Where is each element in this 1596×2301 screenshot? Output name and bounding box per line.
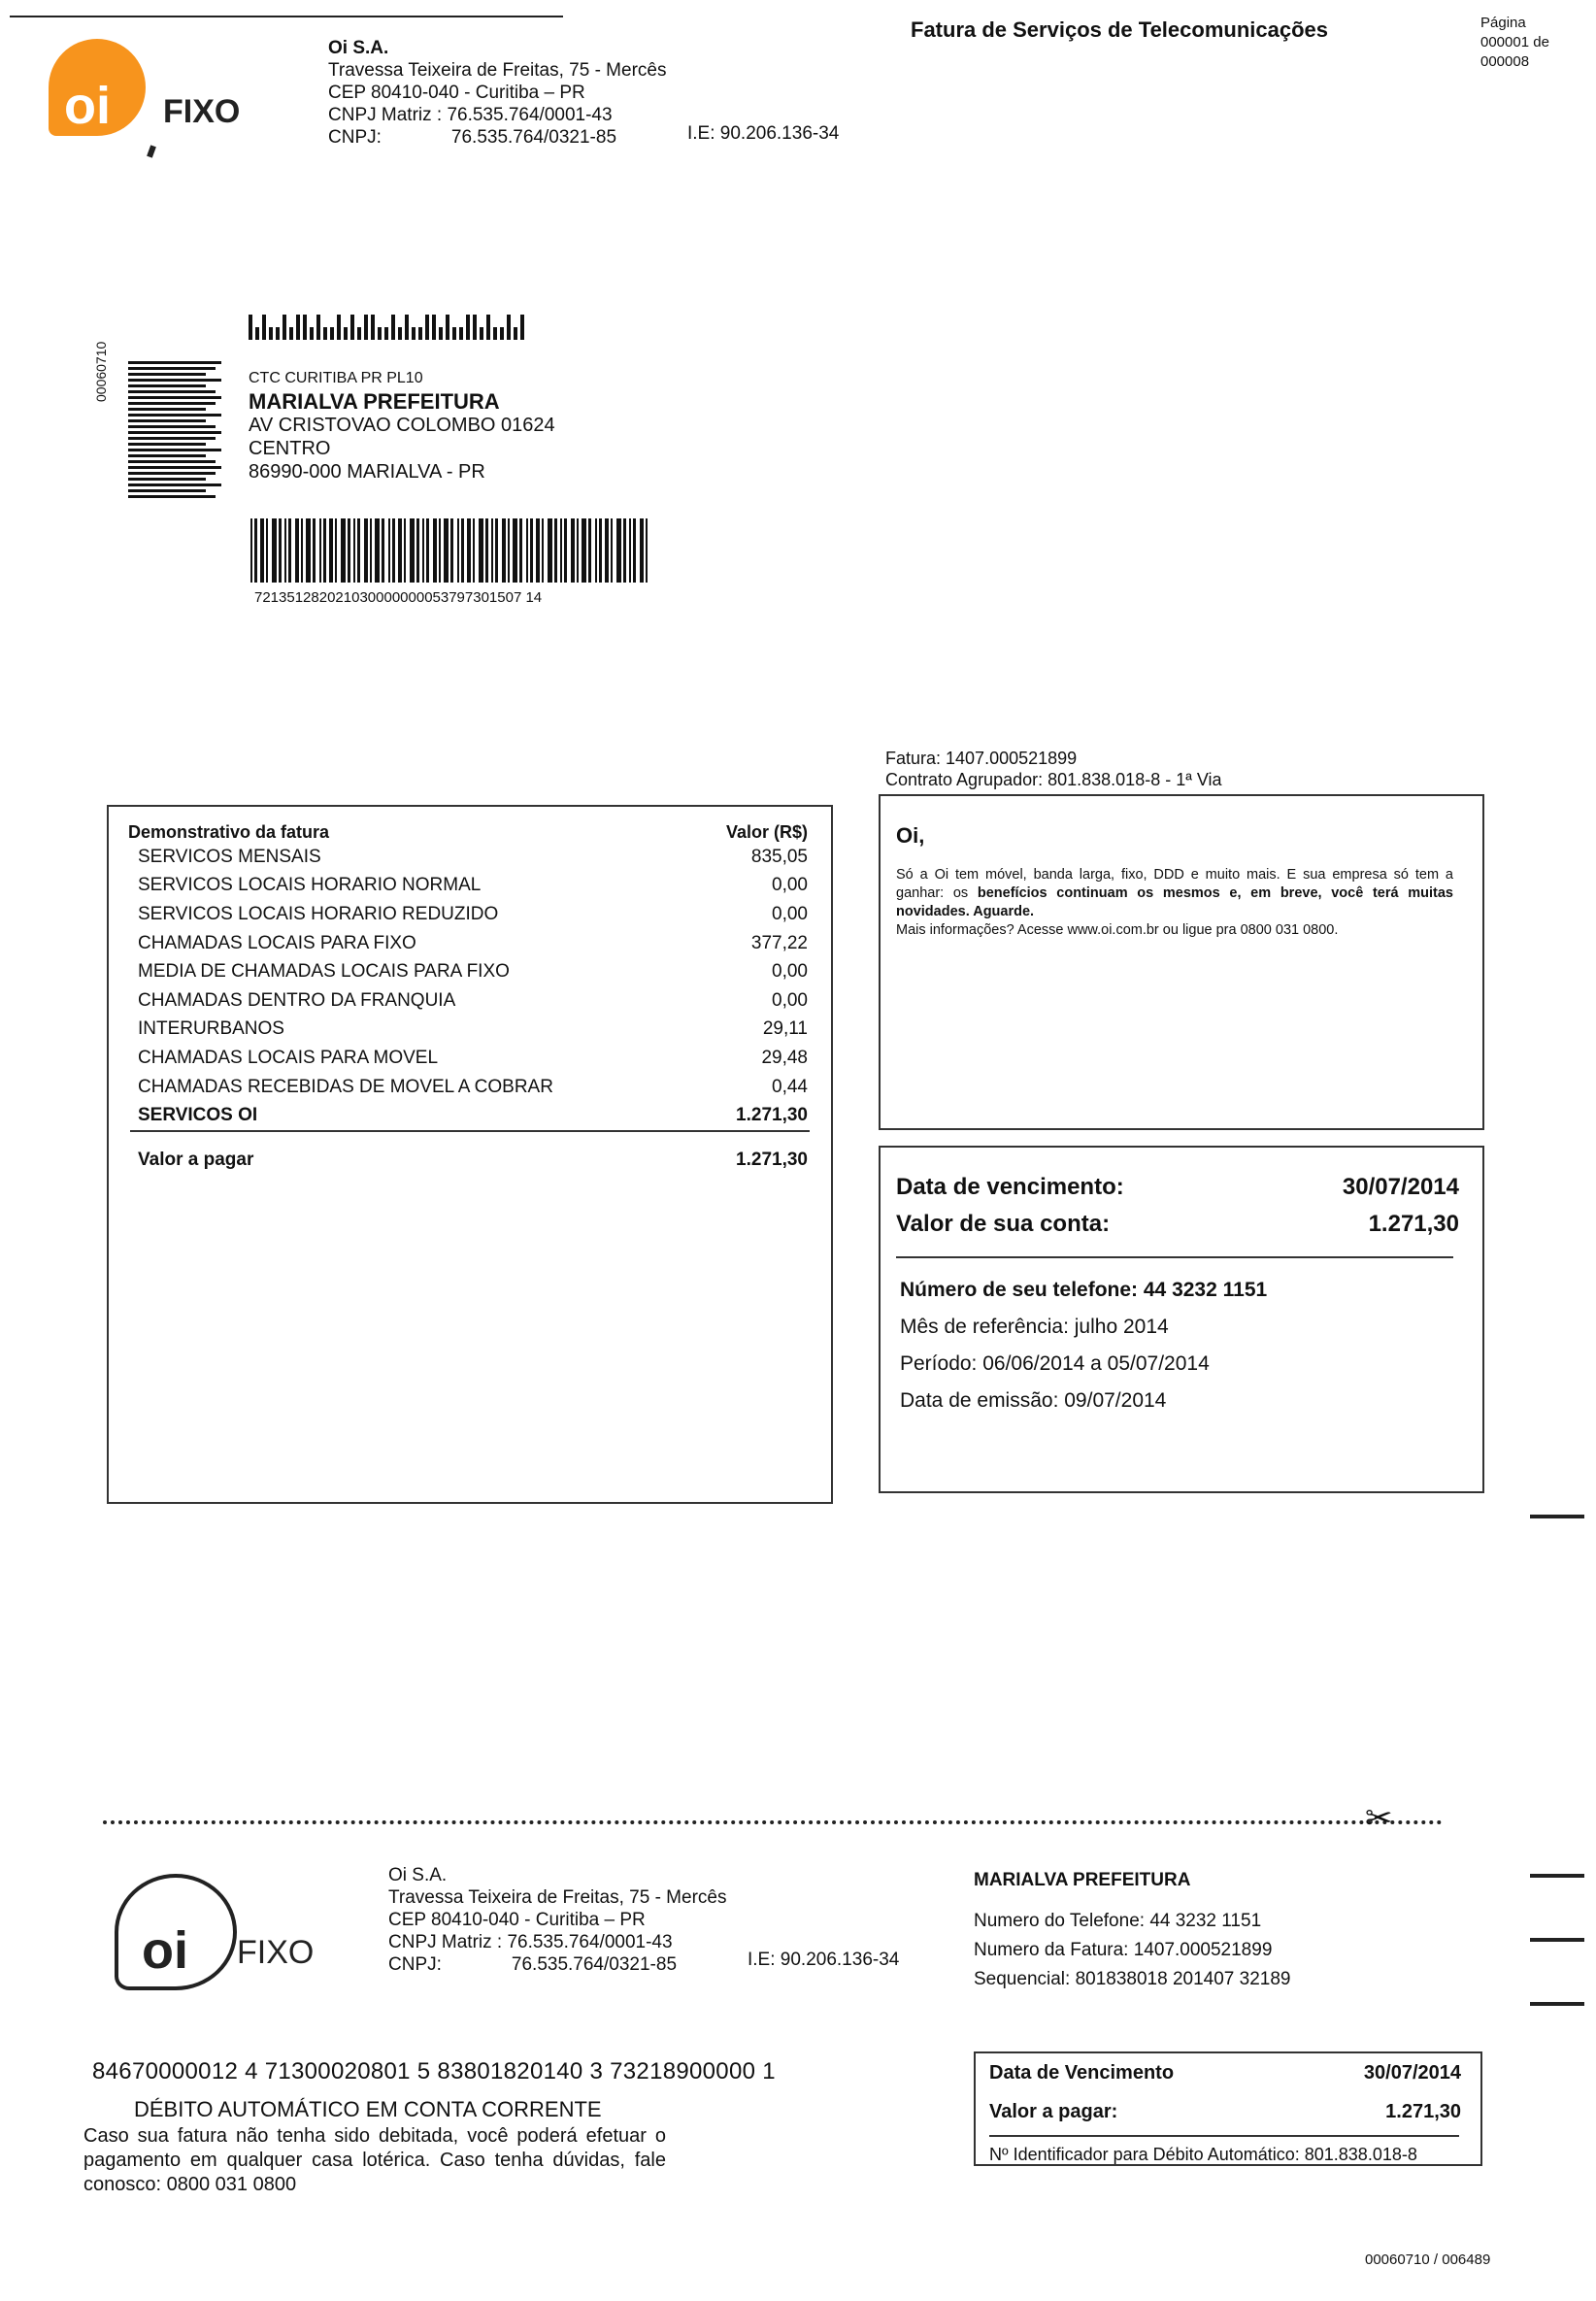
stub-customer-name: MARIALVA PREFEITURA	[974, 1870, 1191, 1890]
barcode-bar	[452, 327, 456, 340]
barcode-bar	[128, 361, 221, 364]
barcode-bar	[629, 518, 631, 583]
barcode-bar	[128, 472, 216, 475]
margin-mark	[1530, 2002, 1584, 2006]
barcode-bar	[507, 315, 511, 340]
stub-company-cnpj-matriz: CNPJ Matriz : 76.535.764/0001-43	[388, 1932, 673, 1952]
statement-row	[109, 900, 831, 929]
message-line2: Mais informações? Acesse www.oi.com.br ou ligue pra 0800 031 0800.	[896, 922, 1339, 938]
barcode-bar	[479, 518, 483, 583]
page-total: 000008	[1480, 53, 1530, 70]
barcode-bar	[502, 518, 506, 583]
barcode-bar	[364, 315, 368, 340]
barcode-bar	[310, 327, 314, 340]
statement-total-value: 1.271,30	[736, 1105, 808, 1126]
recipient-street: AV CRISTOVAO COLOMBO 01624	[249, 415, 555, 436]
barcode-bar	[128, 443, 206, 446]
barcode-bar	[398, 327, 402, 340]
barcode-bar	[405, 315, 409, 340]
barcode-bar	[384, 327, 388, 340]
barcode-bar	[254, 518, 257, 583]
stub-company-cep: CEP 80410-040 - Curitiba – PR	[388, 1910, 646, 1930]
statement-row-label: SERVICOS MENSAIS	[138, 846, 321, 867]
statement-row-label: INTERURBANOS	[138, 1018, 284, 1040]
barcode-bar	[353, 518, 355, 583]
barcode-bar	[344, 327, 348, 340]
stub-company-name: Oi S.A.	[388, 1865, 448, 1885]
barcode-bar	[486, 315, 490, 340]
due-date-label: Data de vencimento:	[896, 1174, 1124, 1200]
statement-pay-row	[109, 1132, 831, 1171]
barcode-bar	[128, 367, 216, 370]
recipient-district: CENTRO	[249, 438, 331, 459]
cnpj-value: 76.535.764/0321-85	[450, 127, 617, 148]
barcode-bar	[378, 327, 382, 340]
barcode-bar	[459, 327, 463, 340]
due-date-row	[881, 1169, 1482, 1206]
stub-debit-id: Nº Identificador para Débito Automático: 801.838.018-8	[989, 2145, 1417, 2164]
due-amount-row	[881, 1206, 1482, 1243]
barcode-bar	[599, 518, 602, 583]
stub-phone: Numero do Telefone: 44 3232 1151	[974, 1911, 1262, 1931]
message-greeting: Oi,	[896, 823, 925, 848]
barcode-bar	[467, 518, 471, 583]
company-cnpj-matriz: CNPJ Matriz : 76.535.764/0001-43	[328, 105, 613, 125]
barcode-bar	[283, 315, 286, 340]
barcode-bar	[128, 419, 206, 422]
document-title: Fatura de Serviços de Telecomunicações	[911, 17, 1328, 42]
barcode-bar	[536, 518, 540, 583]
barcode-bar	[542, 518, 544, 583]
barcode-bar	[323, 327, 327, 340]
barcode-bar	[128, 484, 221, 486]
statement-rows	[109, 843, 831, 1101]
due-amount-label: Valor de sua conta:	[896, 1211, 1111, 1237]
barcode-bar	[250, 518, 252, 583]
message-body	[881, 849, 1482, 940]
barcode-bar	[473, 315, 477, 340]
barcode-bar	[480, 327, 483, 340]
barcode-bar	[255, 327, 259, 340]
stub-cnpj-value: 76.535.764/0321-85	[511, 1954, 678, 1975]
barcode-bar	[466, 315, 470, 340]
barcode-bar	[548, 518, 552, 583]
due-period: Período: 06/06/2014 a 05/07/2014	[900, 1352, 1210, 1375]
company-header	[328, 37, 666, 149]
barcode-bar	[262, 315, 266, 340]
barcode-bar	[485, 518, 488, 583]
barcode-bar	[457, 518, 459, 583]
barcode-bar	[513, 518, 517, 583]
company-ie: I.E: 90.206.136-34	[687, 123, 840, 144]
barcode-bar	[128, 414, 221, 417]
barcode-bar	[284, 518, 286, 583]
barcode-bar	[335, 518, 337, 583]
statement-row	[109, 843, 831, 872]
barcode-bar	[128, 478, 206, 481]
statement-pay-label: Valor a pagar	[138, 1149, 254, 1170]
barcode-bar	[560, 518, 562, 583]
barcode-bar	[296, 315, 300, 340]
page-indicator	[1480, 14, 1549, 72]
barcode-bar	[416, 518, 419, 583]
barcode-bar	[500, 327, 504, 340]
logo-mark	[147, 145, 156, 157]
barcode-bar	[554, 518, 557, 583]
invoice-statement	[107, 805, 833, 1504]
statement-row-label: CHAMADAS LOCAIS PARA FIXO	[138, 932, 416, 953]
page-number: 000001 de	[1480, 34, 1549, 50]
barcode-bar	[426, 518, 429, 583]
barcode-bar	[313, 518, 316, 583]
barcode-bar	[128, 495, 216, 498]
invoice-number: Fatura: 1407.000521899	[885, 749, 1078, 768]
barcode-bar	[493, 327, 497, 340]
barcode-bar	[341, 518, 346, 583]
recipient-address	[249, 367, 555, 484]
barcode-bar	[288, 518, 291, 583]
logo-product: FIXO	[163, 93, 241, 130]
barcode-bar	[519, 518, 522, 583]
barcode-bar	[375, 518, 380, 583]
stub-cnpj-label: CNPJ:	[388, 1954, 442, 1975]
barcode-bar	[289, 327, 293, 340]
margin-mark	[1530, 1515, 1584, 1518]
barcode-bar	[640, 518, 644, 583]
barcode-bar	[330, 327, 334, 340]
barcode-bar	[276, 327, 280, 340]
statement-row	[109, 872, 831, 901]
barcode-bar	[514, 327, 517, 340]
statement-row	[109, 957, 831, 986]
statement-value-header: Valor (R$)	[725, 822, 808, 842]
barcode-bar	[128, 390, 216, 393]
barcode-bar	[450, 518, 453, 583]
barcode-bar	[260, 518, 264, 583]
barcode-bar	[128, 384, 206, 387]
due-separator	[896, 1256, 1453, 1258]
stub-logo-text: oi	[142, 1921, 188, 1980]
barcode-bar	[128, 460, 216, 463]
barcode-bar	[128, 454, 206, 457]
stub-pay-value: 1.271,30	[1385, 2100, 1461, 2122]
statement-pay-value: 1.271,30	[736, 1149, 808, 1170]
message-line1: Só a Oi tem móvel, banda larga, fixo, DDD e muito mais. E sua empresa só tem a ganhar: os	[896, 867, 1453, 901]
stub-company-cnpj	[388, 1953, 726, 1976]
barcode-bar	[128, 431, 221, 434]
barcode-bar	[491, 518, 493, 583]
barcode-bar	[530, 518, 533, 583]
barcode-number: 721351282021030000000053797301507 14	[254, 589, 543, 606]
due-emission: Data de emissão: 09/07/2014	[900, 1389, 1167, 1412]
statement-row	[109, 986, 831, 1016]
recipient-name: MARIALVA PREFEITURA	[249, 389, 500, 414]
barcode-bar	[433, 518, 437, 583]
statement-row-value: 29,11	[762, 1018, 808, 1040]
recipient-city: 86990-000 MARIALVA - PR	[249, 461, 485, 483]
statement-row-label: SERVICOS LOCAIS HORARIO REDUZIDO	[138, 903, 499, 924]
barcode-bar	[577, 518, 579, 583]
barcode-bar	[571, 518, 575, 583]
statement-title: Demonstrativo da fatura	[128, 822, 330, 842]
stub-separator	[989, 2135, 1459, 2137]
barcode-bar	[392, 518, 395, 583]
stub-company-header	[388, 1864, 726, 1976]
barcode-bar	[410, 518, 415, 583]
company-cnpj	[328, 126, 666, 149]
barcode-bar	[348, 518, 350, 583]
statement-total-label: SERVICOS OI	[138, 1105, 258, 1126]
barcode-bar	[473, 518, 475, 583]
statement-header	[109, 807, 831, 843]
barcode-bar	[605, 518, 609, 583]
stub-logo-product: FIXO	[237, 1934, 315, 1971]
barcode-bar	[350, 315, 354, 340]
barcode-bar	[128, 373, 206, 376]
barcode-bar	[446, 315, 449, 340]
barcode-bar	[128, 489, 206, 492]
barcode-bar	[391, 315, 395, 340]
stub-due-label: Data de Vencimento	[989, 2061, 1175, 2084]
tear-line	[103, 1820, 1443, 1824]
barcode-bar	[412, 327, 416, 340]
statement-row-value: 0,00	[772, 961, 808, 983]
stub-sequence: Sequencial: 801838018 201407 32189	[974, 1969, 1291, 1989]
logo-text: oi	[64, 77, 111, 135]
barcode-bar	[646, 518, 648, 583]
barcode-bar	[582, 518, 586, 583]
barcode-bar	[432, 315, 436, 340]
statement-row-value: 377,22	[750, 932, 808, 953]
stub-pay-row	[976, 2092, 1480, 2131]
barcode-bar	[128, 379, 221, 382]
barcode-bar	[128, 408, 206, 411]
statement-row-value: 0,00	[772, 903, 808, 924]
scissor-icon: ✂	[1365, 1800, 1393, 1837]
barcode-bar	[370, 518, 372, 583]
payment-code-line: 84670000012 4 71300020801 5 83801820140 3 73218900000 1	[92, 2058, 776, 2084]
barcode-bar	[306, 518, 311, 583]
barcode-bar	[425, 315, 429, 340]
statement-row-label: CHAMADAS RECEBIDAS DE MOVEL A COBRAR	[138, 1076, 553, 1097]
barcode-bar	[526, 518, 528, 583]
company-address: Travessa Teixeira de Freitas, 75 - Mercês	[328, 60, 667, 81]
barcode-bar	[316, 315, 320, 340]
barcode-bar	[444, 518, 449, 583]
due-phone: Número de seu telefone: 44 3232 1151	[900, 1279, 1268, 1301]
barcode-bar	[633, 518, 636, 583]
statement-row-label: MEDIA DE CHAMADAS LOCAIS PARA FIXO	[138, 961, 510, 983]
statement-row-value: 835,05	[750, 846, 808, 867]
barcode-bar	[439, 518, 441, 583]
barcode-bar	[319, 518, 321, 583]
barcode-bar	[323, 518, 326, 583]
company-name: Oi S.A.	[328, 38, 389, 58]
barcode-bar	[266, 518, 268, 583]
statement-row	[109, 1016, 831, 1045]
footer-number: 00060710 / 006489	[1365, 2251, 1491, 2268]
barcode-bar	[520, 315, 524, 340]
statement-row	[109, 1073, 831, 1102]
side-number: 00060710	[93, 341, 109, 402]
barcode-bar	[611, 518, 613, 583]
statement-total-row	[130, 1101, 810, 1132]
page-label: Página	[1480, 15, 1526, 31]
barcode-bar	[128, 402, 216, 405]
barcode-bar	[588, 518, 591, 583]
statement-row-value: 0,00	[772, 989, 808, 1011]
statement-row-label: CHAMADAS DENTRO DA FRANQUIA	[138, 989, 456, 1011]
barcode-bar	[495, 518, 498, 583]
barcode-bar	[128, 437, 216, 440]
barcode-bar	[364, 518, 368, 583]
stub-customer	[974, 1866, 1290, 1994]
stub-company-ie: I.E: 90.206.136-34	[748, 1950, 900, 1970]
postal-barcode	[249, 315, 527, 340]
barcode-bar	[439, 327, 443, 340]
due-date-value: 30/07/2014	[1342, 1174, 1459, 1200]
barcode-bar	[128, 425, 216, 428]
barcode-bar	[357, 518, 360, 583]
stub-company-address: Travessa Teixeira de Freitas, 75 - Mercês	[388, 1887, 727, 1908]
barcode-bar	[564, 518, 567, 583]
barcode-bar	[272, 518, 277, 583]
barcode-bar	[279, 518, 282, 583]
cnpj-label: CNPJ:	[328, 127, 382, 148]
invoice-contract: Contrato Agrupador: 801.838.018-8 - 1ª Via	[885, 770, 1222, 789]
top-rule	[10, 16, 563, 17]
barcode-bar	[128, 396, 221, 399]
side-barcode	[128, 361, 221, 503]
barcode-bar	[404, 518, 406, 583]
due-box	[879, 1146, 1484, 1493]
barcode-bar	[418, 327, 422, 340]
invoice-info	[885, 748, 1222, 790]
barcode-bar	[269, 327, 273, 340]
main-barcode	[250, 518, 650, 583]
due-details	[881, 1272, 1482, 1419]
debit-title: DÉBITO AUTOMÁTICO EM CONTA CORRENTE	[134, 2097, 602, 2121]
barcode-bar	[508, 518, 510, 583]
debit-text: Caso sua fatura não tenha sido debitada, você poderá efetuar o pagamento em qualquer casa lotérica. Caso tenha dúvidas, fale conosco: 0800 031 0800	[83, 2125, 666, 2195]
barcode-bar	[398, 518, 402, 583]
due-amount-value: 1.271,30	[1368, 1211, 1459, 1237]
barcode-bar	[461, 518, 464, 583]
statement-row	[109, 1044, 831, 1073]
recipient-route: CTC CURITIBA PR PL10	[249, 370, 423, 386]
statement-row-value: 0,44	[772, 1076, 808, 1097]
statement-row-label: SERVICOS LOCAIS HORARIO NORMAL	[138, 875, 482, 896]
company-cep: CEP 80410-040 - Curitiba – PR	[328, 83, 585, 103]
stub-due-row	[976, 2053, 1480, 2092]
barcode-bar	[616, 518, 621, 583]
barcode-bar	[301, 518, 303, 583]
barcode-bar	[303, 315, 307, 340]
barcode-bar	[422, 518, 424, 583]
barcode-bar	[371, 315, 375, 340]
due-month: Mês de referência: julho 2014	[900, 1316, 1169, 1338]
barcode-bar	[249, 315, 252, 340]
statement-row-value: 0,00	[772, 875, 808, 896]
barcode-bar	[337, 315, 341, 340]
barcode-bar	[329, 518, 333, 583]
barcode-bar	[128, 466, 221, 469]
statement-row	[109, 929, 831, 958]
statement-row-value: 29,48	[761, 1047, 808, 1068]
margin-mark	[1530, 1874, 1584, 1878]
message-box	[879, 794, 1484, 1130]
barcode-bar	[128, 449, 221, 451]
barcode-bar	[388, 518, 390, 583]
stub-pay-label: Valor a pagar:	[989, 2100, 1118, 2122]
barcode-bar	[595, 518, 597, 583]
barcode-bar	[382, 518, 384, 583]
barcode-bar	[357, 327, 361, 340]
stub-invoice: Numero da Fatura: 1407.000521899	[974, 1940, 1273, 1960]
stub-due-value: 30/07/2014	[1363, 2061, 1461, 2084]
statement-row-label: CHAMADAS LOCAIS PARA MOVEL	[138, 1047, 439, 1068]
barcode-bar	[295, 518, 299, 583]
barcode-bar	[623, 518, 626, 583]
message-line1-bold: benefícios continuam os mesmos e, em breve, você terá muitas novidades. Aguarde.	[896, 885, 1453, 919]
stub-due-box	[974, 2051, 1482, 2166]
margin-mark	[1530, 1938, 1584, 1942]
